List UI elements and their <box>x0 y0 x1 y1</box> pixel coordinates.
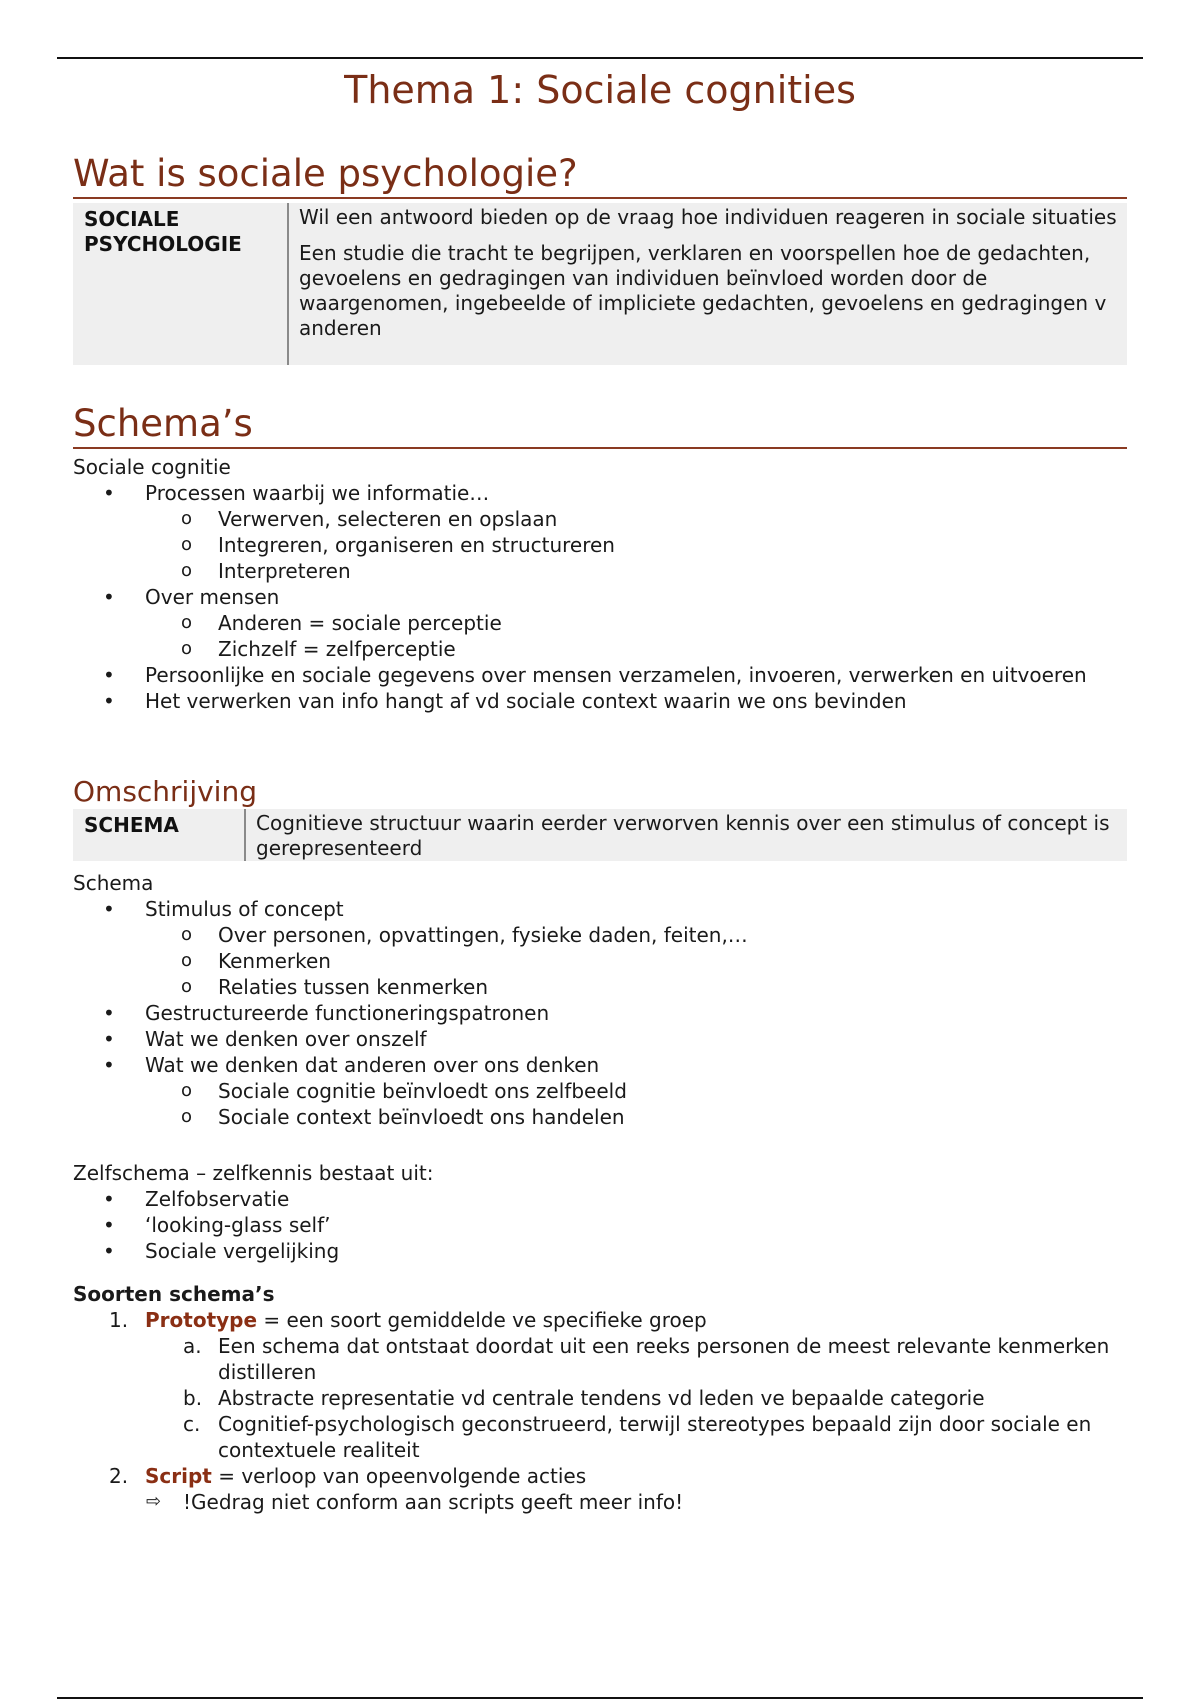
list-item-text: Gestructureerde functioneringspatronen <box>145 1001 550 1025</box>
top-rule <box>57 57 1143 59</box>
circle-bullet-icon: o <box>181 638 193 659</box>
arrow-right-icon: ⇨ <box>146 1491 162 1512</box>
bullet-icon: • <box>103 663 115 687</box>
list-item-text: Persoonlijke en sociale gegevens over mensen verzamelen, invoeren, verwerken en uitvoeren <box>145 663 1087 687</box>
bullet-icon: • <box>103 1187 115 1211</box>
definition-paragraph: Wil een antwoord bieden op de vraag hoe individuen reageren in sociale situaties <box>299 205 1117 229</box>
circle-bullet-icon: o <box>181 1106 193 1127</box>
circle-bullet-icon: o <box>181 534 193 555</box>
list-item <box>73 896 1133 922</box>
bullet-icon: • <box>103 897 115 921</box>
heading-omschrijving: Omschrijving <box>73 775 257 808</box>
bullet-icon: • <box>103 689 115 713</box>
definition-paragraph: Een studie die tracht te begrijpen, verklaren en voorspellen hoe de gedachten, gevoelens en gedragingen van individuen beïnvloed worden door de waargenomen, ingebeelde of impliciete gedachten, gevoelens en gedragingen v anderen <box>299 241 1107 340</box>
circle-bullet-icon: o <box>181 560 193 581</box>
bullet-icon: • <box>103 1027 115 1051</box>
list-item-text: Over mensen <box>145 585 280 609</box>
definition-paragraph: Cognitieve structuur waarin eerder verworven kennis over een stimulus of concept is gerepresenteerd <box>256 811 1110 860</box>
list-item-text: = een soort gemiddelde ve specifieke groep <box>257 1308 707 1332</box>
soorten-schemas-block <box>73 1281 1133 1515</box>
list-item-text: Sociale cognitie beïnvloedt ons zelfbeeld <box>218 1079 627 1103</box>
term-script: Script <box>145 1464 212 1488</box>
list-item-text: Wat we denken over onszelf <box>145 1027 427 1051</box>
list-item-text: !Gedrag niet conform aan scripts geeft meer info! <box>183 1490 684 1514</box>
list-item-text: Stimulus of concept <box>145 897 344 921</box>
circle-bullet-icon: o <box>181 976 193 997</box>
list-item <box>73 662 1133 688</box>
list-item-text: Het verwerken van info hangt af vd sociale context waarin we ons bevinden <box>145 689 907 713</box>
heading-wat-is-sociale-psychologie: Wat is sociale psychologie? <box>73 152 1127 199</box>
number-marker: 1. <box>109 1308 129 1332</box>
list-item <box>73 1307 1133 1333</box>
list-item <box>73 610 1133 636</box>
list-item-text: Wat we denken dat anderen over ons denken <box>145 1053 600 1077</box>
list-item <box>73 974 1133 1000</box>
definition-term: SCHEMA <box>73 809 246 861</box>
list-item-text: Over personen, opvattingen, fysieke daden, feiten,… <box>218 923 748 947</box>
list-item-text: Kenmerken <box>218 949 331 973</box>
heading-schemas: Schema’s <box>73 402 1127 449</box>
bullet-icon: • <box>103 481 115 505</box>
circle-bullet-icon: o <box>181 612 193 633</box>
list-item <box>73 506 1133 532</box>
list-item <box>73 1212 1133 1238</box>
term-line: SOCIALE <box>84 207 180 231</box>
list-item-text: Interpreteren <box>218 559 351 583</box>
list-item <box>73 1052 1133 1078</box>
term-line: PSYCHOLOGIE <box>84 232 242 256</box>
definition-description <box>246 809 1127 861</box>
zelfschema-list <box>73 1186 1133 1264</box>
list-item-text: Cognitief-psychologisch geconstrueerd, terwijl stereotypes bepaald zijn door sociale en contextuele realiteit <box>218 1412 1092 1462</box>
document-title: Thema 1: Sociale cognities <box>344 68 856 112</box>
zelfschema-intro: Zelfschema – zelfkennis bestaat uit: <box>73 1161 434 1185</box>
list-item <box>73 1238 1133 1264</box>
list-item <box>73 688 1133 714</box>
list-item-text: ‘looking-glass self’ <box>145 1213 331 1237</box>
list-item <box>73 1489 1133 1515</box>
number-marker: 2. <box>109 1464 129 1488</box>
list-item <box>73 1026 1133 1052</box>
list-item <box>73 1411 1133 1463</box>
schema-list <box>73 896 1133 1130</box>
letter-marker: b. <box>183 1386 203 1410</box>
list-item-text: Sociale vergelijking <box>145 1239 340 1263</box>
definition-box-schema <box>73 809 1127 861</box>
circle-bullet-icon: o <box>181 1080 193 1101</box>
list-item <box>73 1463 1133 1489</box>
list-item-text: Integreren, organiseren en structureren <box>218 533 615 557</box>
sociale-cognitie-list <box>73 480 1133 714</box>
list-item <box>73 948 1133 974</box>
list-item-text: Zichzelf = zelfperceptie <box>218 637 456 661</box>
definition-box-sociale-psychologie <box>73 203 1127 365</box>
soorten-schemas-list <box>73 1307 1133 1515</box>
schema-block <box>73 870 1133 1130</box>
bullet-icon: • <box>103 1053 115 1077</box>
letter-marker: a. <box>183 1334 202 1358</box>
list-item-text: Abstracte representatie vd centrale tendens vd leden ve bepaalde categorie <box>218 1386 985 1410</box>
zelfschema-block <box>73 1160 1133 1264</box>
list-item <box>73 584 1133 610</box>
list-item <box>73 480 1133 506</box>
bullet-icon: • <box>103 1001 115 1025</box>
list-item <box>73 1078 1133 1104</box>
bullet-icon: • <box>103 1239 115 1263</box>
list-item <box>73 922 1133 948</box>
list-item <box>73 1104 1133 1130</box>
list-item <box>73 532 1133 558</box>
circle-bullet-icon: o <box>181 508 193 529</box>
list-item <box>73 636 1133 662</box>
letter-marker: c. <box>183 1412 201 1436</box>
list-item <box>73 558 1133 584</box>
definition-term <box>73 203 289 365</box>
list-item-text: Sociale context beïnvloedt ons handelen <box>218 1105 625 1129</box>
list-item-text: Relaties tussen kenmerken <box>218 975 488 999</box>
bullet-icon: • <box>103 1213 115 1237</box>
definition-description <box>289 203 1127 365</box>
list-item <box>73 1333 1133 1385</box>
list-item-text: = verloop van opeenvolgende acties <box>211 1464 587 1488</box>
list-item-text: Een schema dat ontstaat doordat uit een reeks personen de meest relevante kenmerken distilleren <box>218 1334 1110 1384</box>
list-item-text: Verwerven, selecteren en opslaan <box>218 507 558 531</box>
list-item <box>73 1385 1133 1411</box>
list-item-text: Zelfobservatie <box>145 1187 290 1211</box>
circle-bullet-icon: o <box>181 924 193 945</box>
soorten-schemas-heading: Soorten schema’s <box>73 1282 275 1306</box>
list-item <box>73 1186 1133 1212</box>
sociale-cognitie-intro: Sociale cognitie <box>73 455 231 479</box>
schema-intro: Schema <box>73 871 154 895</box>
bottom-rule <box>57 1697 1143 1699</box>
list-item-text: Processen waarbij we informatie… <box>145 481 490 505</box>
term-prototype: Prototype <box>145 1308 258 1332</box>
circle-bullet-icon: o <box>181 950 193 971</box>
bullet-icon: • <box>103 585 115 609</box>
sociale-cognitie-block <box>73 454 1133 714</box>
list-item-text: Anderen = sociale perceptie <box>218 611 502 635</box>
list-item <box>73 1000 1133 1026</box>
